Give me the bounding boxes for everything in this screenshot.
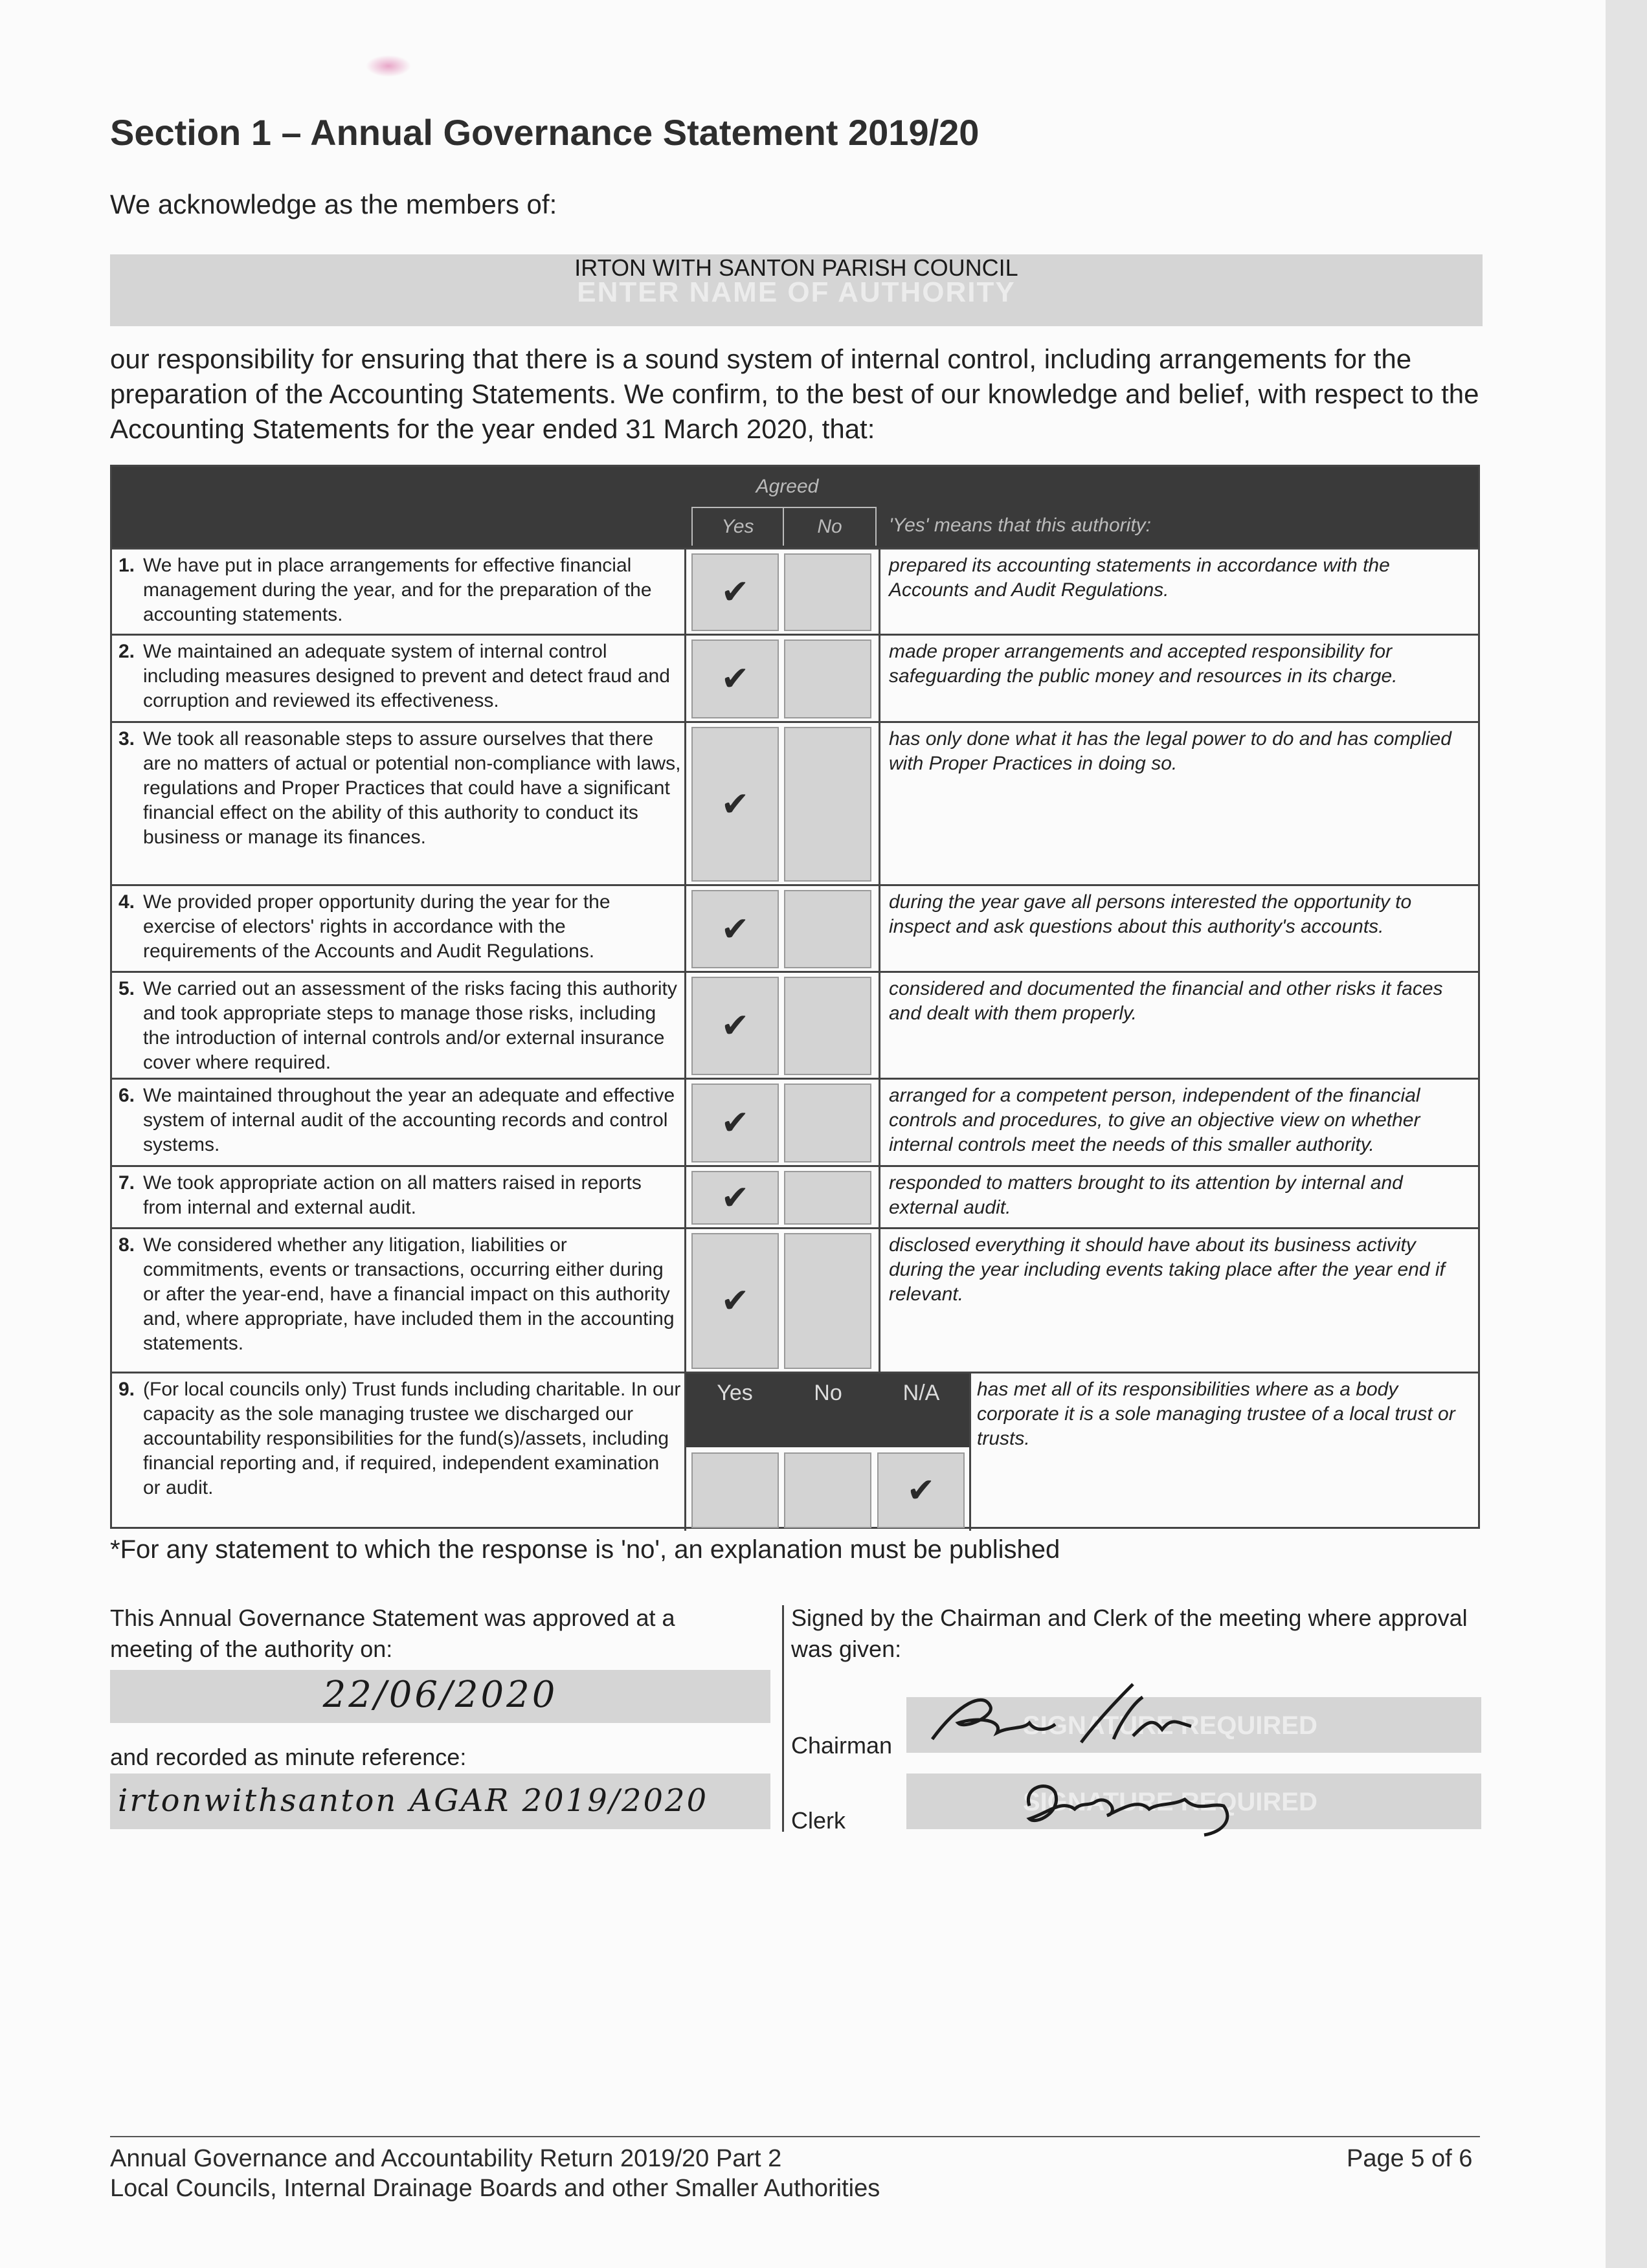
page-number: Page 5 of 6 bbox=[1347, 2145, 1473, 2172]
statement: 3. We took all reasonable steps to assure ourselves that there are no matters of actual or potential non-compliance with laws, regulations and Proper Practices that could have a significant financial effect on the ability of this authority to conduct its business or manage its finances. bbox=[118, 728, 681, 848]
yes-checkbox[interactable] bbox=[691, 1171, 779, 1225]
statement: 2. We maintained an adequate system of internal control including measures designed to prevent and detect fraud and corruption and reviewed its effectiveness. bbox=[118, 641, 670, 711]
authority-name-value: IRTON WITH SANTON PARISH COUNCIL bbox=[574, 254, 1018, 281]
statement-9: 9. (For local councils only) Trust funds including charitable. In our capacity as the sole managing trustee we discharged our accountability responsibilities for the fund(s)/assets, including financial reporting and, if required, independent examination or audit. bbox=[118, 1379, 681, 1498]
footer-line-2: Local Councils, Internal Drainage Boards and other Smaller Authorities bbox=[110, 2175, 880, 2202]
clerk-signature-placeholder: SIGNATURE REQUIRED bbox=[1023, 1788, 1317, 1816]
no-checkbox[interactable] bbox=[784, 890, 871, 968]
checkmark-icon: ✔ bbox=[721, 1104, 750, 1142]
statement: 1. We have put in place arrangements for effective financial management during the year, and for the preparation of the accounting statements. bbox=[118, 555, 652, 625]
statement: 6. We maintained throughout the year an adequate and effective system of internal audit of the accounting records and control systems. bbox=[118, 1085, 675, 1155]
table-row bbox=[112, 548, 1478, 634]
yes-checkbox[interactable] bbox=[691, 727, 779, 882]
means-header: 'Yes' means that this authority: bbox=[889, 515, 1151, 536]
no-header: No bbox=[783, 507, 877, 546]
checkmark-icon: ✔ bbox=[721, 785, 750, 823]
minute-reference-field[interactable] bbox=[110, 1773, 770, 1829]
table-row bbox=[112, 884, 1478, 971]
table-row bbox=[112, 1078, 1478, 1165]
table-row bbox=[112, 634, 1478, 721]
meaning: responded to matters brought to its attention by internal and external audit. bbox=[889, 1172, 1403, 1218]
page-title: Section 1 – Annual Governance Statement 2019/20 bbox=[110, 112, 980, 153]
meaning: made proper arrangements and accepted responsibility for safeguarding the public money and resources in its charge. bbox=[889, 641, 1398, 687]
chairman-signature-placeholder: SIGNATURE REQUIRED bbox=[1023, 1711, 1317, 1740]
chairman-signature-field[interactable] bbox=[906, 1697, 1481, 1753]
minute-reference-value: irtonwithsanton AGAR 2019/2020 bbox=[118, 1783, 709, 1819]
no-checkbox[interactable] bbox=[784, 1171, 871, 1225]
table-row bbox=[112, 1165, 1478, 1227]
acknowledge-text: We acknowledge as the members of: bbox=[110, 189, 557, 219]
meaning: prepared its accounting statements in accordance with the Accounts and Audit Regulations. bbox=[889, 555, 1390, 601]
approval-date-value: 22/06/2020 bbox=[322, 1674, 558, 1716]
statement: 5. We carried out an assessment of the risks facing this authority and took appropriate steps to manage those risks, including the introduction of internal controls and/or external insurance cover where required. bbox=[118, 978, 677, 1073]
meaning: disclosed everything it should have about its business activity during the year including events taking place after the year end if relevant. bbox=[889, 1234, 1445, 1305]
table-row bbox=[112, 1227, 1478, 1372]
chairman-label: Chairman bbox=[791, 1732, 893, 1759]
yes-checkbox[interactable] bbox=[691, 890, 779, 968]
yes-checkbox[interactable] bbox=[691, 1233, 779, 1369]
yes-checkbox[interactable] bbox=[691, 553, 779, 631]
column-divider bbox=[782, 1605, 784, 1832]
row9-na-box[interactable] bbox=[877, 1452, 965, 1528]
table-header bbox=[112, 467, 1478, 548]
footer-rule bbox=[110, 2136, 1480, 2137]
governance-table bbox=[110, 465, 1480, 1529]
checkmark-icon: ✔ bbox=[721, 1179, 750, 1217]
meaning: during the year gave all persons interested the opportunity to inspect and ask questions about this authority's accounts. bbox=[889, 891, 1412, 937]
statement: 4. We provided proper opportunity during the year for the exercise of electors' rights in accordance with the requirements of the Accounts and Audit Regulations. bbox=[118, 891, 611, 962]
no-checkbox[interactable] bbox=[784, 639, 871, 718]
minute-label: and recorded as minute reference: bbox=[110, 1744, 467, 1770]
authority-name-placeholder: ENTER NAME OF AUTHORITY bbox=[577, 276, 1016, 308]
checkmark-icon: ✔ bbox=[721, 660, 750, 698]
statement: 7. We took appropriate action on all matters raised in reports from internal and external audit. bbox=[118, 1172, 642, 1218]
scan-edge bbox=[1606, 0, 1647, 2268]
row9-yes-header: Yes bbox=[689, 1373, 780, 1447]
checkmark-icon: ✔ bbox=[906, 1471, 936, 1509]
checkmark-icon: ✔ bbox=[721, 1007, 750, 1045]
authority-name-field[interactable] bbox=[110, 254, 1483, 326]
no-checkbox[interactable] bbox=[784, 1084, 871, 1162]
clerk-signature-field[interactable] bbox=[906, 1773, 1481, 1829]
meaning: arranged for a competent person, independent of the financial controls and procedures, to give an objective view on whether internal controls meet the needs of this smaller authority. bbox=[889, 1085, 1420, 1155]
row9-na-header: N/A bbox=[876, 1373, 967, 1447]
no-checkbox[interactable] bbox=[784, 977, 871, 1075]
clerk-signature-icon bbox=[1010, 1767, 1398, 1845]
signing-text: Signed by the Chairman and Clerk of the meeting where approval was given: bbox=[791, 1605, 1468, 1662]
row9-yes-box[interactable] bbox=[691, 1452, 779, 1528]
meaning: considered and documented the financial and other risks it faces and dealt with them properly. bbox=[889, 978, 1443, 1024]
table-row bbox=[112, 721, 1478, 884]
intro-paragraph: our responsibility for ensuring that there is a sound system of internal control, including arrangements for the preparation of the Accounting Statements. We confirm, to the best of our knowledge and belief, with respect to the Accounting Statements for the year ended 31 March 2020, that: bbox=[110, 344, 1479, 444]
yes-checkbox[interactable] bbox=[691, 639, 779, 718]
yes-checkbox[interactable] bbox=[691, 1084, 779, 1162]
approval-date-field[interactable] bbox=[110, 1670, 770, 1723]
checkmark-icon: ✔ bbox=[721, 1282, 750, 1320]
chairman-signature-icon bbox=[919, 1678, 1308, 1755]
no-checkbox[interactable] bbox=[784, 727, 871, 882]
yes-header: Yes bbox=[691, 507, 784, 546]
footnote: *For any statement to which the response is 'no', an explanation must be published bbox=[110, 1535, 1060, 1564]
checkmark-icon: ✔ bbox=[721, 910, 750, 948]
footer-line-1: Annual Governance and Accountability Return 2019/20 Part 2 bbox=[110, 2145, 782, 2172]
clerk-label: Clerk bbox=[791, 1807, 846, 1834]
table-row bbox=[112, 971, 1478, 1078]
no-checkbox[interactable] bbox=[784, 1233, 871, 1369]
approval-text: This Annual Governance Statement was approved at a meeting of the authority on: bbox=[110, 1605, 675, 1662]
statement: 8. We considered whether any litigation, liabilities or commitments, events or transactions, occurring either during or after the year-end, have a financial impact on this authority and, where appropriate, have included them in the accounting statements. bbox=[118, 1234, 675, 1354]
yes-checkbox[interactable] bbox=[691, 977, 779, 1075]
table-row-9 bbox=[112, 1372, 1478, 1531]
no-checkbox[interactable] bbox=[784, 553, 871, 631]
ink-smudge bbox=[366, 55, 411, 77]
meaning: has only done what it has the legal power to do and has complied with Proper Practices in doing so. bbox=[889, 728, 1451, 774]
checkmark-icon: ✔ bbox=[721, 573, 750, 611]
agreed-header: Agreed bbox=[756, 476, 819, 497]
meaning-9: has met all of its responsibilities where as a body corporate it is a sole managing trustee of a local trust or trusts. bbox=[977, 1379, 1455, 1449]
row9-no-box[interactable] bbox=[784, 1452, 871, 1528]
row9-no-header: No bbox=[783, 1373, 873, 1447]
